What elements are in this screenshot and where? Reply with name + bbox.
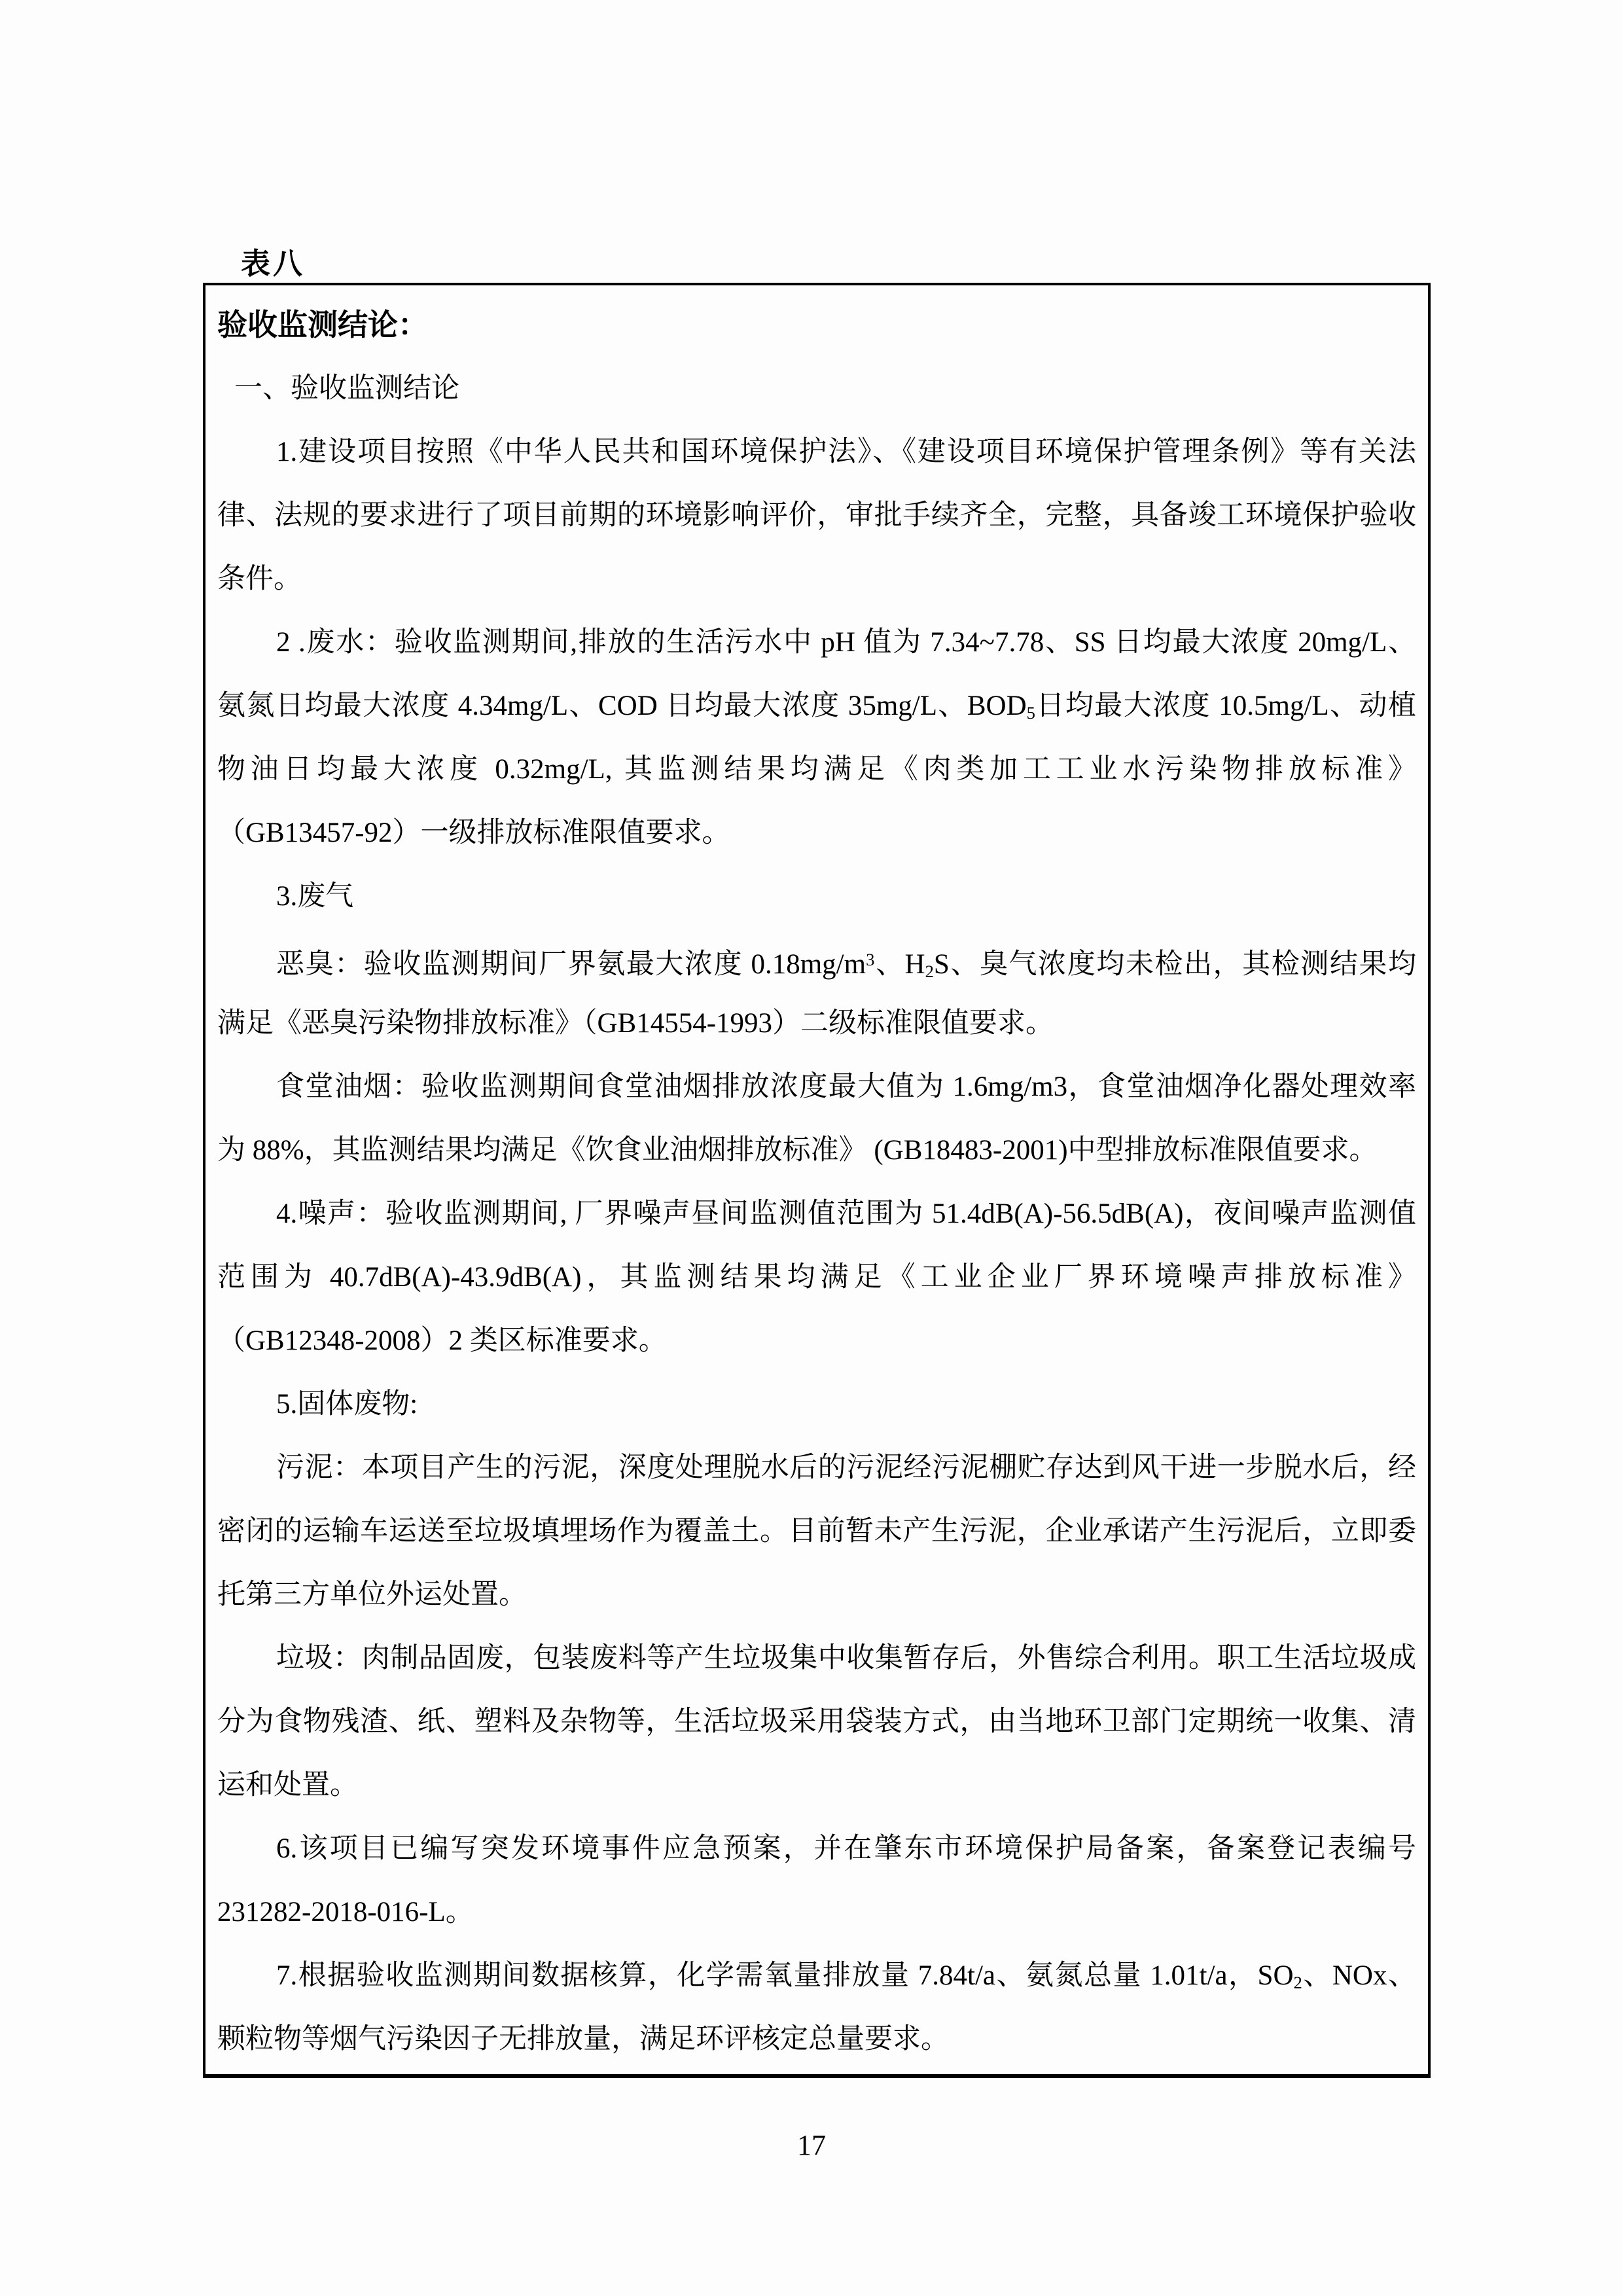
text-segment: 条件。 (217, 564, 302, 594)
content-box (203, 283, 1431, 2078)
text-line (217, 865, 1416, 928)
text-segment: 5.固体废物: (276, 1389, 418, 1420)
text-segment: S、臭气浓度均未检出，其检测结果均 (933, 948, 1416, 980)
text-line (217, 1690, 1416, 1753)
text-segment: 4.噪声：验收监测期间, 厂界噪声昼间监测值范围为 51.4dB(A)-56.5dB(A)，夜间噪声监测值 (276, 1198, 1416, 1229)
text-line (217, 1499, 1416, 1563)
text-segment: 物油日均最大浓度 0.32mg/L, 其监测结果均满足《肉类加工工业水污染物排放标准》 (217, 754, 1416, 785)
text-segment: 氨氮日均最大浓度 4.34mg/L、COD 日均最大浓度 35mg/L、BOD (217, 691, 1027, 721)
text-segment: 密闭的运输车运送至垃圾填埋场作为覆盖土。目前暂未产生污泥，企业承诺产生污泥后，立即委 (217, 1516, 1416, 1547)
text-segment: 一、验收监测结论 (234, 373, 459, 404)
text-segment: 托第三方单位外运处置。 (217, 1579, 527, 1610)
text-line (217, 1626, 1416, 1690)
text-line (217, 1563, 1416, 1626)
sub-text: 2 (925, 961, 934, 981)
text-line (217, 1817, 1416, 1880)
text-line (217, 420, 1416, 484)
text-line (217, 2007, 1416, 2071)
text-line (217, 1880, 1416, 1944)
text-line (217, 1944, 1416, 2007)
box-heading-line (217, 293, 1416, 357)
text-segment: 验收监测结论： (217, 308, 428, 342)
text-line (217, 928, 1416, 992)
text-line (217, 992, 1416, 1055)
text-segment: 日均最大浓度 10.5mg/L、动植 (1035, 691, 1416, 721)
text-line (217, 1372, 1416, 1436)
text-segment: 律、法规的要求进行了项目前期的环境影响评价，审批手续齐全，完整，具备竣工环境保护验收 (217, 500, 1416, 531)
sub-text: 2 (1293, 1972, 1302, 1992)
text-line (217, 547, 1416, 611)
sub-text: 5 (1026, 702, 1035, 723)
text-lines (217, 293, 1416, 2071)
text-line (217, 484, 1416, 547)
text-line (217, 1182, 1416, 1246)
text-line (217, 1753, 1416, 1817)
text-segment: 231282-2018-016-L。 (217, 1897, 474, 1928)
text-segment: 6.该项目已编写突发环境事件应急预案，并在肇东市环境保护局备案，备案登记表编号 (276, 1833, 1416, 1864)
table-label: 表八 (241, 247, 306, 280)
text-line (217, 357, 1416, 420)
text-segment: 、H (874, 948, 925, 980)
text-segment: 、NOx、 (1302, 1960, 1416, 1991)
text-segment: 满足《恶臭污染物排放标准》（GB14554-1993）二级标准限值要求。 (217, 1008, 1054, 1039)
text-segment: 恶臭：验收监测期间厂界氨最大浓度 0.18mg/m (276, 948, 866, 980)
text-segment: 范围为 40.7dB(A)-43.9dB(A)，其监测结果均满足《工业企业厂界环境噪声排放标准》 (217, 1262, 1416, 1293)
text-segment: （GB12348-2008）2 类区标准要求。 (217, 1325, 667, 1356)
text-segment: 2 .废水：验收监测期间,排放的生活污水中 pH 值为 7.34~7.78、SS 日均最大浓度 20mg/L、 (276, 627, 1416, 658)
text-line (217, 674, 1416, 738)
text-segment: （GB13457-92）一级排放标准限值要求。 (217, 817, 730, 848)
text-line (217, 1246, 1416, 1309)
text-segment: 3.废气 (276, 881, 354, 912)
text-segment: 7.根据验收监测期间数据核算，化学需氧量排放量 7.84t/a、氨氮总量 1.01t/a，SO (276, 1960, 1294, 1991)
text-line (217, 1436, 1416, 1499)
text-segment: 污泥：本项目产生的污泥，深度处理脱水后的污泥经污泥棚贮存达到风干进一步脱水后，经 (276, 1452, 1416, 1483)
text-line (217, 801, 1416, 865)
text-segment: 分为食物残渣、纸、塑料及杂物等，生活垃圾采用袋装方式，由当地环卫部门定期统一收集、清 (217, 1706, 1416, 1737)
page-number: 17 (797, 2129, 826, 2161)
text-segment: 为 88%，其监测结果均满足《饮食业油烟排放标准》 (GB18483-2001)中型排放标准限值要求。 (217, 1135, 1378, 1166)
text-segment: 垃圾：肉制品固废，包装废料等产生垃圾集中收集暂存后，外售综合利用。职工生活垃圾成 (276, 1643, 1416, 1674)
text-line (217, 611, 1416, 674)
text-line (217, 1119, 1416, 1182)
text-line (217, 1055, 1416, 1119)
text-line (217, 738, 1416, 801)
text-segment: 1.建设项目按照《中华人民共和国环境保护法》、《建设项目环境保护管理条例》等有关法 (276, 437, 1416, 467)
text-segment: 食堂油烟：验收监测期间食堂油烟排放浓度最大值为 1.6mg/m3，食堂油烟净化器处理效率 (276, 1071, 1416, 1102)
text-segment: 运和处置。 (217, 1770, 358, 1801)
text-segment: 颗粒物等烟气污染因子无排放量，满足环评核定总量要求。 (217, 2024, 949, 2054)
text-line (217, 1309, 1416, 1372)
sup-text: 3 (866, 950, 875, 969)
